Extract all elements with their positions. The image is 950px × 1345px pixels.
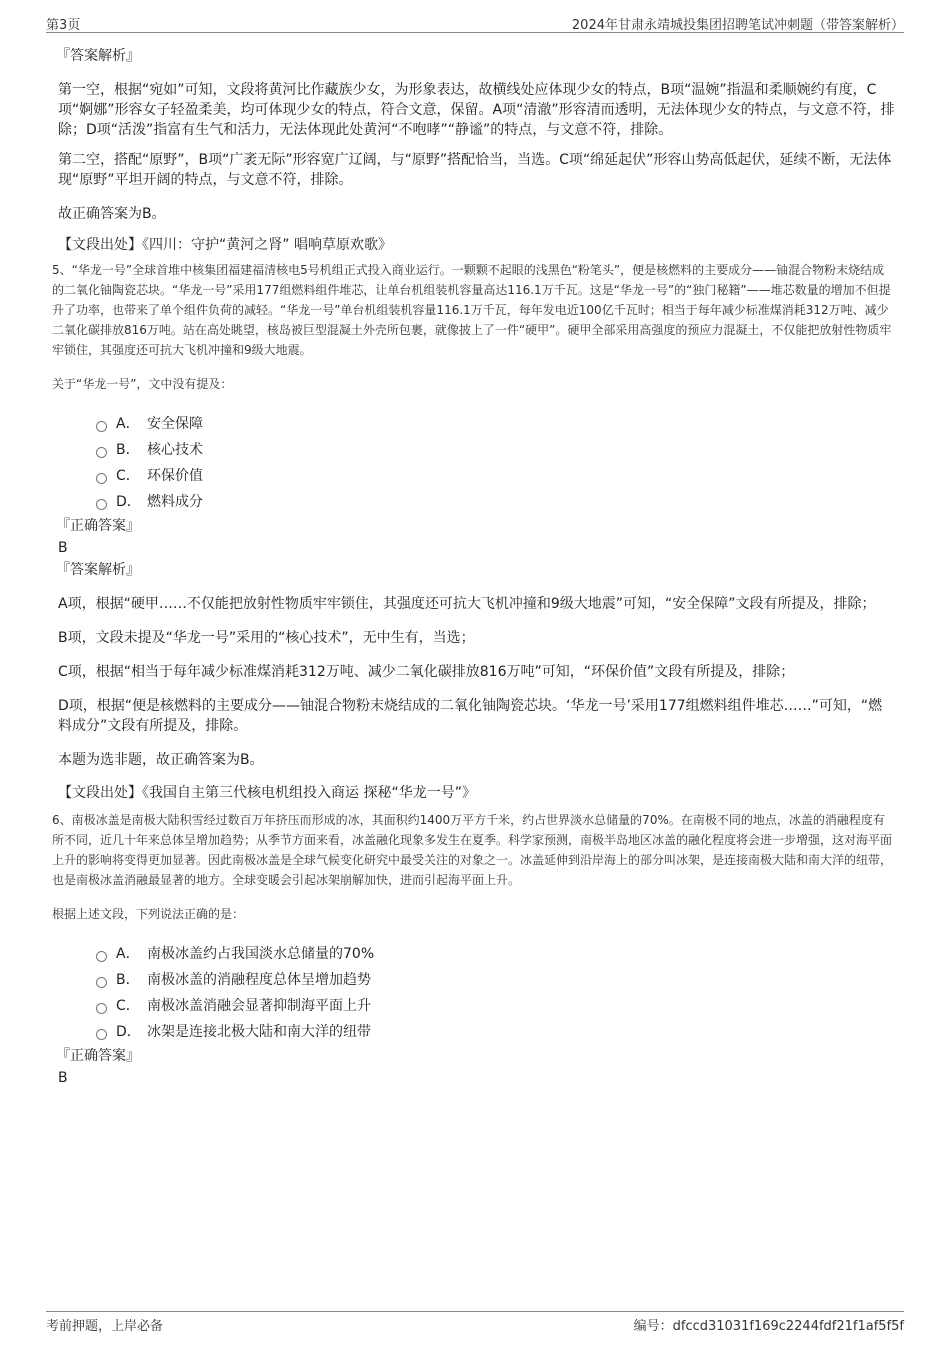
option-text: 安全保障 xyxy=(147,416,203,432)
question-5-options xyxy=(96,410,896,514)
option-d[interactable]: D． 燃料成分 xyxy=(96,488,896,514)
correct-answer-label: 『正确答案』 xyxy=(56,518,140,534)
source-citation: 【文段出处】《四川：守护“黄河之肾” 唱响草原欢歌》 xyxy=(58,237,392,253)
question-6-passage: 6、南极冰盖是南极大陆积雪经过数百万年挤压而形成的冰，其面积约1400万平方千米，约占世界淡水总储量的70%。在南极不同的地点，冰盖的消融程度有所不同，近几十年来总体呈增加趋势；从季节方面来看，冰盖融化现象多发生在夏季。科学家预测，南极半岛地区冰盖的融化程度将会进一步增强，这对海平面上升的影响将变得更加显著。因此南极冰盖是全球气候变化研究中最受关注的对象之一。冰盖延伸到沿岸海上的部分叫冰架，是连接南极大陆和南大洋的纽带，也是南极冰盖消融最显著的地方。全球变暖会引起冰架崩解加快，进而引起海平面上升。 xyxy=(52,813,893,887)
analysis-item-c: C项，根据“相当于每年减少标准煤消耗312万吨、减少二氧化碳排放816万吨”可知，“环保价值”文段有所提及，排除； xyxy=(58,664,795,680)
page-footer xyxy=(46,1311,904,1332)
option-text: 南极冰盖消融会显著抑制海平面上升 xyxy=(147,998,371,1014)
radio-circle-icon[interactable] xyxy=(96,473,107,484)
analysis-para-1: 第一空，根据“宛如”可知，文段将黄河比作藏族少女，为形象表达，故横线处应体现少女的特点，B项“温婉”指温和柔顺婉约有度，C项“婀娜”形容女子轻盈柔美，均可体现少女的特点，符合文意，保留。A项“清澈”形容清而透明，无法体现少女的特点，与文意不符，排除；D项“活泼”指富有生气和活力，无法体现此处黄河“不咆哮”“静谧”的特点，与文意不符，排除。 xyxy=(58,82,895,138)
analysis-item-a: A项，根据“硬甲……不仅能把放射性物质牢牢锁住，其强度还可抗大飞机冲撞和9级大地震”可知，“安全保障”文段有所提及，排除； xyxy=(58,596,876,612)
correct-answer: B xyxy=(58,540,68,556)
radio-circle-icon[interactable] xyxy=(96,499,107,510)
option-text: 冰架是连接北极大陆和南大洋的纽带 xyxy=(147,1024,371,1040)
option-text: 南极冰盖约占我国淡水总储量的70% xyxy=(147,946,375,962)
option-a[interactable]: A． 安全保障 xyxy=(96,410,896,436)
analysis-conclusion: 故正确答案为B。 xyxy=(58,206,166,222)
option-b[interactable]: B． 南极冰盖的消融程度总体呈增加趋势 xyxy=(96,966,896,992)
analysis-label: 『答案解析』 xyxy=(56,48,140,64)
document-content xyxy=(52,44,896,1088)
analysis-item-d: D项，根据“便是核燃料的主要成分——铀混合物粉末烧结成的二氧化铀陶瓷芯块。‘华龙一号’采用177组燃料组件堆芯……”可知，“燃料成分”文段有所提及，排除。 xyxy=(58,698,883,734)
radio-circle-icon[interactable] xyxy=(96,951,107,962)
page-header xyxy=(46,12,904,33)
option-text: 南极冰盖的消融程度总体呈增加趋势 xyxy=(147,972,371,988)
radio-circle-icon[interactable] xyxy=(96,1029,107,1040)
analysis-label: 『答案解析』 xyxy=(56,562,140,578)
question-5-passage: 5、“华龙一号”全球首堆中核集团福建福清核电5号机组正式投入商业运行。一颗颗不起眼的浅黑色“粉笔头”，便是核燃料的主要成分——铀混合物粉末烧结成的二氧化铀陶瓷芯块。“华龙一号”采用177组燃料组件堆芯，让单台机组装机容量高达116.1万千瓦。这是“华龙一号”的“独门秘籍”——堆芯数量的增加不但提升了功率，也带来了单个组件负荷的减轻。“华龙一号”单台机组装机容量116.1万千瓦，每年发电近100亿千瓦时；相当于每年减少标准煤消耗312万吨、减少二氧化碳排放816万吨。站在高处眺望，核岛被巨型混凝土外壳所包裹，就像披上了一件“硬甲”。硬甲全部采用高强度的预应力混凝土，不仅能把放射性物质牢牢锁住，其强度还可抗大飞机冲撞和9级大地震。 xyxy=(52,263,892,357)
page-number: 第3页 xyxy=(46,18,81,33)
analysis-item-b: B项，文段未提及“华龙一号”采用的“核心技术”，无中生有，当选； xyxy=(58,630,475,646)
radio-circle-icon[interactable] xyxy=(96,421,107,432)
option-b[interactable]: B． 核心技术 xyxy=(96,436,896,462)
analysis-conclusion: 本题为选非题，故正确答案为B。 xyxy=(58,752,264,768)
analysis-para-2: 第二空，搭配“原野”，B项“广袤无际”形容宽广辽阔，与“原野”搭配恰当，当选。C项“绵延起伏”形容山势高低起伏，延续不断，无法体现“原野”平坦开阔的特点，与文意不符，排除。 xyxy=(58,152,892,188)
option-text: 环保价值 xyxy=(147,468,203,484)
document-title: 2024年甘肃永靖城投集团招聘笔试冲刺题（带答案解析） xyxy=(571,18,904,33)
option-c[interactable]: C． 环保价值 xyxy=(96,462,896,488)
option-a[interactable]: A． 南极冰盖约占我国淡水总储量的70% xyxy=(96,940,896,966)
option-d[interactable]: D． 冰架是连接北极大陆和南大洋的纽带 xyxy=(96,1018,896,1044)
radio-circle-icon[interactable] xyxy=(96,1003,107,1014)
question-6-stem: 根据上述文段，下列说法正确的是： xyxy=(52,907,245,921)
question-5-stem: 关于“华龙一号”，文中没有提及： xyxy=(52,377,233,391)
document-id: 编号：dfccd31031f169c2244fdf21f1af5f5f xyxy=(633,1319,904,1334)
correct-answer: B xyxy=(58,1070,68,1086)
radio-circle-icon[interactable] xyxy=(96,977,107,988)
source-citation: 【文段出处】《我国自主第三代核电机组投入商运 探秘“华龙一号”》 xyxy=(58,785,476,801)
option-c[interactable]: C． 南极冰盖消融会显著抑制海平面上升 xyxy=(96,992,896,1018)
option-text: 核心技术 xyxy=(147,442,203,458)
question-6-options xyxy=(96,940,896,1044)
option-text: 燃料成分 xyxy=(147,494,203,510)
footer-slogan: 考前押题，上岸必备 xyxy=(46,1319,164,1334)
radio-circle-icon[interactable] xyxy=(96,447,107,458)
correct-answer-label: 『正确答案』 xyxy=(56,1048,140,1064)
